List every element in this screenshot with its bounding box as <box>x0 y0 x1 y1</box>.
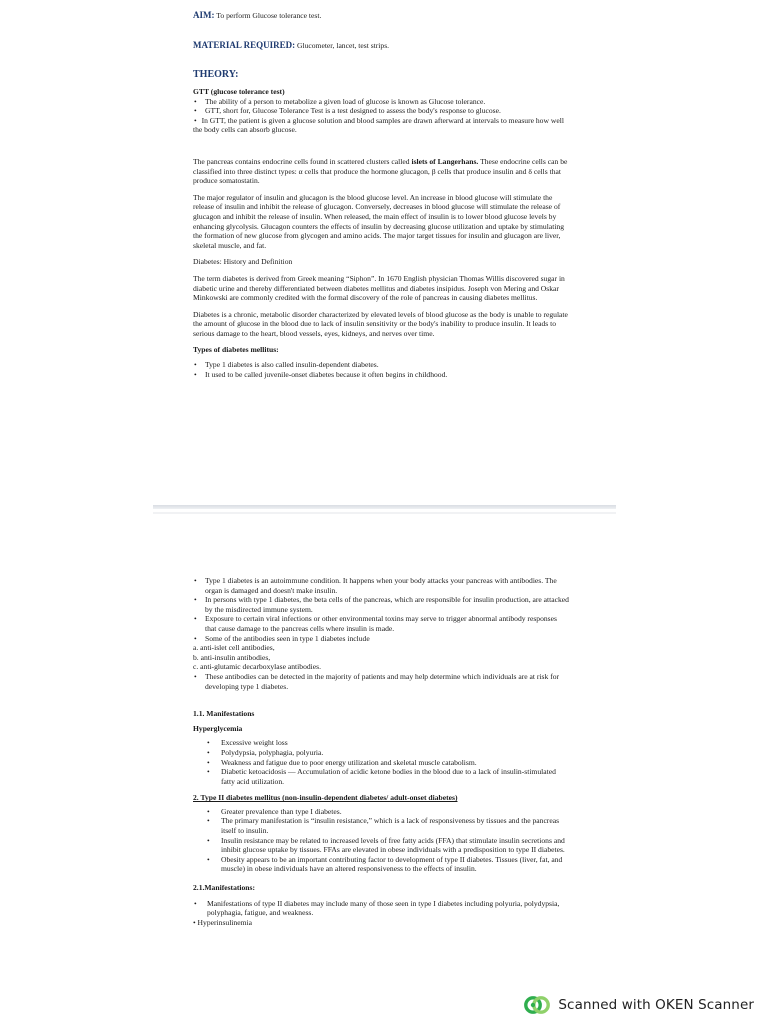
type2-item: • Insulin resistance may be related to increased levels of free fatty acids (FFA) that stimulate insulin secretions and inhibit glucose uptake by tissues. FFAs are elevated in obese individuals with a predisposition to type II diabetes. <box>205 836 569 855</box>
page-separator-shadow <box>153 512 616 514</box>
hyperglycemia-item: • Polydypsia, polyphagia, polyuria. <box>205 748 569 758</box>
gtt-bullet: • The ability of a person to metabolize a given load of glucose is known as Glucose tolerance. <box>193 97 569 107</box>
material-label: MATERIAL REQUIRED: <box>193 40 296 50</box>
document-page-1 <box>0 0 768 500</box>
type2-item: • The primary manifestation is “insulin resistance,” which is a lack of responsiveness by tissues and the pancreas itself to insulin. <box>205 816 569 835</box>
scanner-watermark <box>524 994 754 1016</box>
hyperglycemia-heading: Hyperglycemia <box>193 723 243 733</box>
pancreas-paragraph <box>193 157 569 186</box>
type1-bullet: • It used to be called juvenile-onset diabetes because it often begins in childhood. <box>193 370 569 380</box>
antibody-list <box>193 643 569 672</box>
autoimmune-bullet: • Exposure to certain viral infections or other environmental toxins may serve to trigger abnormal antibody responses that cause damage to the pancreas cells where insulin is made. <box>193 614 569 633</box>
definition-paragraph: Diabetes is a chronic, metabolic disorder characterized by elevated levels of blood glucose as the body is unable to regulate the amount of glucose in the blood due to lack of insulin sensitivity or the body's inability to produce insulin. It leads to serious damage to the heart, blood vessels, eyes, kidneys, and nerves over time. <box>193 309 568 338</box>
theory-heading: THEORY: <box>193 69 239 80</box>
hyperglycemia-item: • Excessive weight loss <box>205 738 569 748</box>
gtt-bullet-3 <box>193 116 569 135</box>
gtt-list <box>193 97 569 116</box>
autoimmune-bullet: • These antibodies can be detected in the majority of patients and may help determine which individuals are at risk for developing type 1 diabetes. <box>193 672 569 691</box>
page-separator <box>153 505 616 509</box>
document-page-2 <box>0 540 768 1024</box>
antibody-item: a. anti-islet cell antibodies, <box>193 643 275 653</box>
type2-item: • Greater prevalence than type I diabetes. <box>205 807 569 817</box>
oken-scanner-logo-icon <box>524 994 550 1016</box>
page-1-content <box>193 10 569 379</box>
regulator-paragraph: The major regulator of insulin and glucagon is the blood glucose level. An increase in blood glucose will stimulate the release of insulin and inhibit the release of glucagon. Conversely, decreases in blood glucose will stimulate the release of glucagon and inhibit the release of insulin. When released, the main effect of insulin is to lower blood glucose levels by enhancing glycolysis. Glucagon counters the effects of insulin by decreasing glucose utilization and uptake by stimulating the formation of new glucose from glycogen and amino acids. The major target tissues for insulin and glucagon are liver, skeletal muscle, and fat. <box>193 192 565 250</box>
hyperglycemia-item: • Weakness and fatigue due to poor energy utilization and skeletal muscle catabolism. <box>205 758 569 768</box>
autoimmune-bullet: • Type 1 diabetes is an autoimmune condition. It happens when your body attacks your pancreas with antibodies. The organ is damaged and doesn't make insulin. <box>193 576 569 595</box>
history-paragraph: The term diabetes is derived from Greek meaning “Siphon”. In 1670 English physician Thomas Willis discovered sugar in diabetic urine and thereby differentiated between diabetes mellitus and diabetes insipidus. Joseph von Mering and Oskar Minkowski are commonly credited with the formal discovery of the role of pancreas in causing diabetes mellitus. <box>193 273 565 303</box>
antibody-item: b. anti-insulin antibodies, <box>193 652 271 662</box>
type2-heading: 2. Type II diabetes mellitus (non-insulin-dependent diabetes/ adult-onset diabetes) <box>193 793 458 803</box>
type1-bullet: • Type 1 diabetes is also called insulin-dependent diabetes. <box>193 360 569 370</box>
type2-list <box>205 807 569 874</box>
pancreas-text-b: These endocrine cells can be classified into three distinct types: α cells that produce the hormone glucagon, β cells that produce insulin and δ cells that produce somatostatin. <box>193 156 568 186</box>
gtt-bullet: • GTT, short for, Glucose Tolerance Test is a test designed to assess the body's response to glucose. <box>193 106 569 116</box>
type1-list <box>193 360 569 379</box>
hyperglycemia-item: • Diabetic ketoacidosis — Accumulation of acidic ketone bodies in the blood due to a lack of insulin-stimulated fatty acid utilization. <box>205 767 569 786</box>
manifestations-heading: 1.1. Manifestations <box>193 709 255 719</box>
pancreas-text-a: The pancreas contains endocrine cells found in scattered clusters called <box>193 156 412 166</box>
aim-line <box>193 10 569 21</box>
islets-term: islets of Langerhans. <box>411 156 479 166</box>
types-heading: Types of diabetes mellitus: <box>193 345 279 355</box>
antibody-item: c. anti-glutamic decarboxylase antibodies. <box>193 662 321 672</box>
hyperglycemia-list <box>205 738 569 786</box>
diabetes-history-heading: Diabetes: History and Definition <box>193 257 293 267</box>
manifestations-2-list <box>193 899 569 918</box>
material-line <box>193 40 569 51</box>
hyperinsulinemia-item: • Hyperinsulinemia <box>193 917 252 927</box>
bullet-glyph <box>193 116 200 125</box>
material-text: Glucometer, lancet, test strips. <box>295 41 390 50</box>
gtt-heading: GTT (glucose tolerance test) <box>193 87 285 96</box>
antibody-detect-list <box>193 672 569 691</box>
autoimmune-bullet: • In persons with type 1 diabetes, the beta cells of the pancreas, which are responsible for insulin production, are attacked by the misdirected immune system. <box>193 595 569 614</box>
scanner-text: Scanned with OKEN Scanner <box>558 997 754 1013</box>
manifestations-2-heading: 2.1.Manifestations: <box>193 883 256 893</box>
page-2-content <box>193 576 569 927</box>
autoimmune-bullet: • Some of the antibodies seen in type 1 diabetes include <box>193 634 569 644</box>
aim-label: AIM: <box>193 10 215 20</box>
manifestation-2-item: • Manifestations of type II diabetes may include many of those seen in type I diabetes including polyuria, polydypsia, polyphagia, fatigue, and weakness. <box>193 899 569 918</box>
aim-text: To perform Glucose tolerance test. <box>214 11 322 20</box>
type2-item: • Obesity appears to be an important contributing factor to development of type II diabetes. Tissues (liver, fat, and muscle) in obese individuals have an altered responsiveness to the effects of insulin. <box>205 855 569 874</box>
gtt-bullet-3-text: In GTT, the patient is given a glucose solution and blood samples are drawn afterward at intervals to measure how well the body cells can absorb glucose. <box>193 115 564 135</box>
autoimmune-list <box>193 576 569 643</box>
